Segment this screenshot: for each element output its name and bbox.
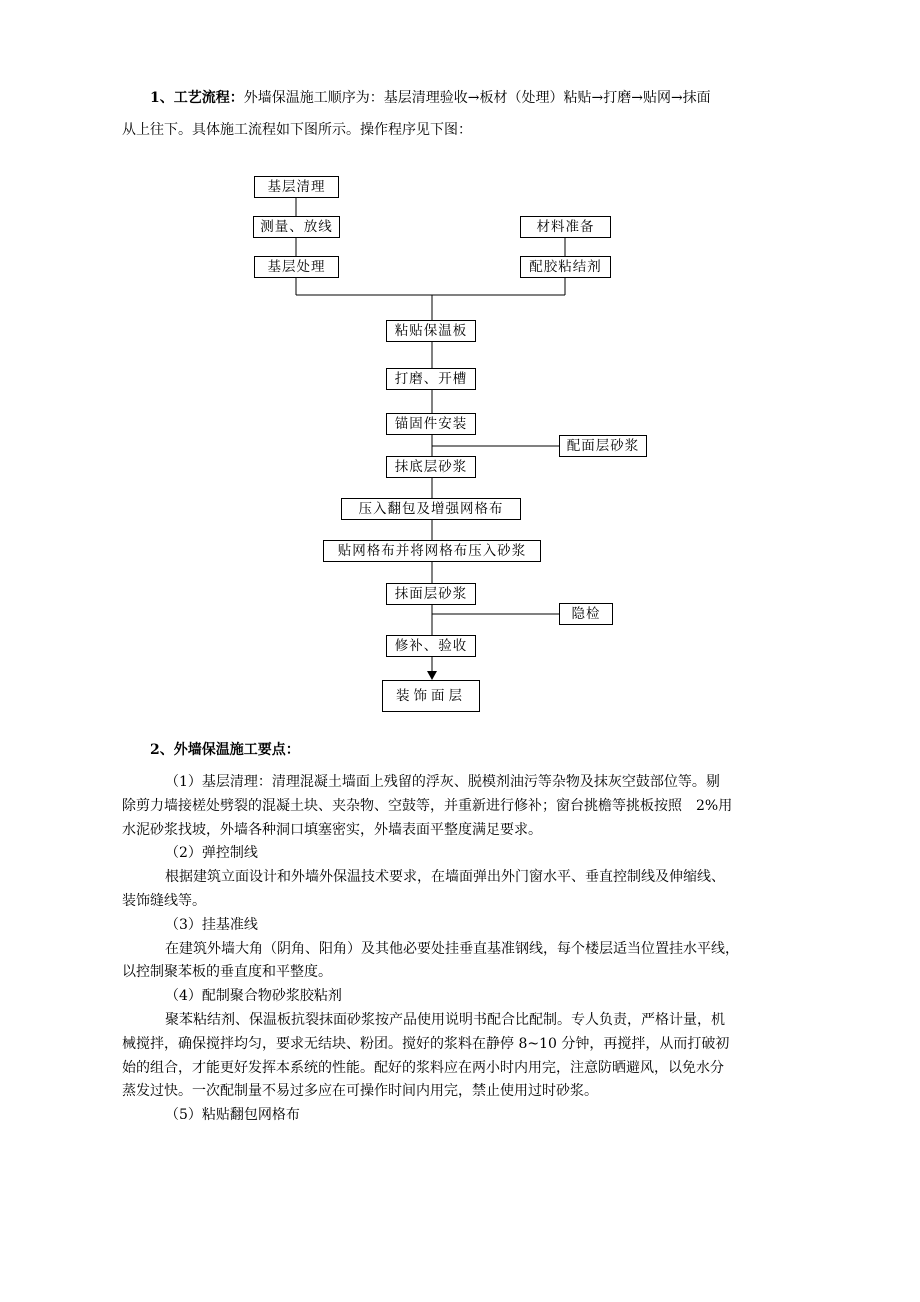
- flow-box-celiang-fangxian: 测量、放线: [253, 216, 340, 238]
- p2-line2: 装饰缝线等。: [122, 893, 206, 909]
- p4-title: （4）配制聚合物砂浆胶粘剂: [165, 988, 342, 1004]
- p2-line1: 根据建筑立面设计和外墙外保温技术要求，在墙面弹出外门窗水平、垂直控制线及伸缩线、: [165, 869, 725, 885]
- flow-box-jiceng-chuli: 基层处理: [254, 256, 339, 278]
- section1-text-line1: 外墙保温施工顺序为：基层清理验收→板材（处理）粘贴→打磨→贴网→抹面: [243, 90, 711, 106]
- section2-heading: 2、外墙保温施工要点：: [150, 742, 300, 758]
- p5-title: （5）粘贴翻包网格布: [165, 1107, 300, 1123]
- p4-line2: 械搅拌，确保搅拌均匀，要求无结块、粉团。搅好的浆料在静停 8~10 分钟，再搅拌，从而打破初: [122, 1036, 730, 1052]
- p1-line3: 水泥砂浆找坡，外墙各种洞口填塞密实，外墙表面平整度满足要求。: [122, 822, 542, 838]
- p1-line2: 除剪力墙接槎处劈裂的混凝土块、夹杂物、空鼓等，并重新进行修补；窗台挑檐等挑板按照 2%用: [122, 798, 733, 814]
- flow-box-yaru: 压入翻包及增强网格布: [341, 498, 521, 520]
- flow-box-yinjian: 隐检: [559, 603, 613, 625]
- p3-line2: 以控制聚苯板的垂直度和平整度。: [122, 964, 332, 980]
- section1-text-line2: 从上往下。具体施工流程如下图所示。操作程序见下图：: [122, 122, 472, 138]
- flow-box-zhuangshi: 装饰面层: [382, 680, 480, 712]
- flow-box-damo: 打磨、开槽: [386, 368, 476, 390]
- arrow-head-icon: [427, 671, 437, 680]
- p2-title: （2）弹控制线: [165, 845, 258, 861]
- flow-box-peimianceng: 配面层砂浆: [559, 435, 647, 457]
- section1-heading: 1、工艺流程：: [150, 90, 244, 106]
- flow-box-momianceng: 抹面层砂浆: [386, 583, 476, 605]
- p4-line3: 始的组合，才能更好发挥本系统的性能。配好的浆料应在两小时内用完，注意防晒避风，以免水分: [122, 1060, 724, 1076]
- flow-box-xiubu: 修补、验收: [386, 635, 476, 657]
- flow-box-peijiao: 配胶粘结剂: [520, 256, 611, 278]
- flow-box-maogujian: 锚固件安装: [386, 413, 476, 435]
- flow-box-jiceng-qingli: 基层清理: [254, 176, 339, 198]
- flow-box-tiewang: 贴网格布并将网格布压入砂浆: [323, 540, 541, 562]
- p3-title: （3）挂基准线: [165, 917, 258, 933]
- flow-box-niantie: 粘贴保温板: [386, 320, 476, 342]
- p4-line4: 蒸发过快。一次配制量不易过多应在可操作时间内用完，禁止使用过时砂浆。: [122, 1083, 598, 1099]
- flow-box-modiceng: 抹底层砂浆: [386, 456, 476, 478]
- p1-line1: （1）基层清理：清理混凝土墙面上残留的浮灰、脱模剂油污等杂物及抹灰空鼓部位等。剔: [165, 774, 720, 790]
- p3-line1: 在建筑外墙大角（阴角、阳角）及其他必要处挂垂直基准钢线，每个楼层适当位置挂水平线，: [165, 941, 739, 957]
- flow-box-cailiao-zhunbei: 材料准备: [520, 216, 611, 238]
- p4-line1: 聚苯粘结剂、保温板抗裂抹面砂浆按产品使用说明书配合比配制。专人负责，严格计量，机: [165, 1012, 725, 1028]
